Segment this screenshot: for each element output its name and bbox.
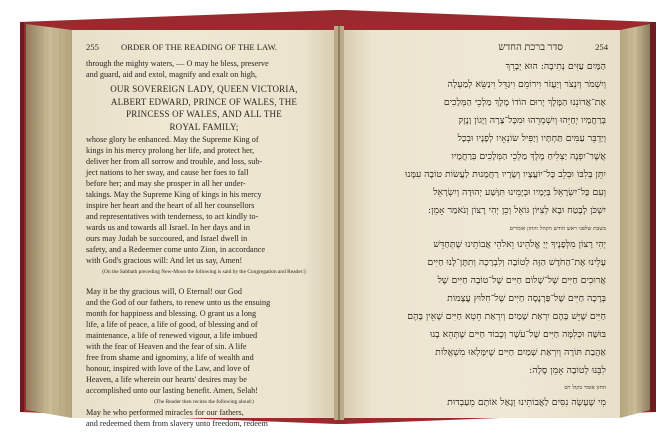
left-final-paragraph (86, 407, 322, 429)
text-line: ject nations to her sway, and cause her foes to fall (86, 168, 249, 177)
text-line: kings in his mercy prolong her life, and protect her, (86, 146, 255, 155)
left-rubric-1: (On the Sabbath preceding New-Moon the following is said by the Congregation and Reader:) (102, 269, 306, 275)
text-line: and representatives with tenderness, to act kindly to- (86, 212, 259, 221)
left-page-number: 255 (86, 42, 99, 52)
right-final-paragraph (354, 394, 606, 412)
left-prayer-paragraph (86, 286, 322, 396)
text-line: inspire her heart and the heart of all her counsellors (86, 201, 255, 210)
text-line: יְהִי רָצוֹן מִלְּפָנֶיךָ יְיָ אֱלֹהֵינוּ וֵאלֹהֵי אֲבוֹתֵינוּ שֶׁתְּחַדֵּשׁ (433, 239, 606, 250)
text-line: honour, inspired with love of the Law, and love of (86, 364, 250, 373)
text-line: wards us and towards all Israel. In her days and in (86, 223, 250, 232)
left-opening-lines (86, 58, 322, 80)
text-line: בְּרַחֲמָיו יְחַיֵּהוּ וְיִשְׁמְרֵהוּ וּמִכָּל־צָרָה וְיָגוֹן וָנֶזֶק (458, 115, 606, 126)
text-line: אַהֲבַת תּוֹרָה וְיִרְאַת שָׁמַיִם חַיִּים שֶׁיִּמָּלְאוּ מִשְׁאֲלוֹת (435, 347, 606, 358)
text-line: אֲרוּכִים חַיִּים שֶׁל־שָׁלוֹם חַיִּים שֶׁל־טוֹבָה חַיִּים שֶׁל (437, 275, 606, 286)
right-page-number: 254 (595, 42, 608, 52)
right-prayer-paragraph (354, 236, 606, 380)
text-line: accomplished unto our lasting benefit. Amen, Selah! (86, 386, 258, 395)
left-rubric-2: (The Reader then recites the following aloud:) (154, 399, 254, 405)
right-page-header (364, 42, 608, 53)
text-line: OUR SOVEREIGN LADY, QUEEN VICTORIA, (110, 84, 298, 94)
right-page (344, 30, 620, 418)
text-line: and guard, aid and extol, magnify and exalt on high, (86, 70, 257, 79)
text-line: takings. May the Supreme King of kings in his mercy (86, 190, 262, 199)
text-line: through the mighty waters, — O may he bless, preserve (86, 59, 269, 68)
text-line: with the fear of Heaven and the fear of sin. A life (86, 342, 247, 351)
right-rubric-2: החזן אומר בקול רם (564, 385, 606, 391)
text-line: אֲשֶׁר־יִפְנֶה יַצְלִיחַ מֶלֶךְ מַלְכֵי הַמְּלָכִים בְּרַחֲמָיו (451, 151, 606, 162)
right-body-paragraph (354, 58, 606, 220)
right-page-edges (620, 24, 650, 418)
text-line: בּוּשָׁה וּכְלִמָּה חַיִּים שֶׁל־עֹשֶׁר וְכָבוֹד חַיִּים שֶׁתְּהֵא בָנוּ (429, 329, 606, 340)
text-line: ROYAL FAMILY; (169, 121, 239, 132)
text-line: maintenance, a life of renewed vigour, a life imbued (86, 331, 258, 340)
royal-family-block (86, 83, 322, 133)
left-page-header (86, 42, 322, 52)
text-line: וְיִשְׁמֹר וְיִנְצֹר וְיַעֲזֹר וִירוֹמֵם וִיגַדֵּל וִינַשֵּׂא לְמַעְלָה (447, 79, 606, 90)
text-line: ALBERT EDWARD, PRINCE OF WALES, THE (110, 96, 298, 107)
left-page-edges (26, 24, 72, 418)
text-line: וְעִם כָּל־יִשְׂרָאֵל בְּיָמָיו וּבְיָמֵינוּ תִּוָּשַׁע יְהוּדָה וְיִשְׂרָאֵל (433, 187, 606, 198)
text-line: יִשְׁכֹּן לָבֶטַח וּבָא לְצִיּוֹן גּוֹאֵל וְכֵן יְהִי רָצוֹן וְנֹאמַר אָמֵן: (427, 205, 606, 216)
text-line: PRINCESS OF WALES, AND ALL THE (126, 109, 282, 119)
text-line: May he who performed miracles for our fathers, (86, 408, 244, 417)
text-line: safety, and a Redeemer come unto Zion, in accordance (86, 245, 266, 254)
text-line: Heaven, a life wherein our hearts' desires may be (86, 375, 247, 384)
text-line: free from shame and ignominy, a life of wealth and (86, 353, 254, 362)
text-line: לִבֵּנוּ לְטוֹבָה אָמֵן סֶלָה: (529, 365, 606, 376)
right-rubric-1: בשבת שלפני ראש חודש הקהל והחזן אומרים (509, 226, 606, 232)
text-line: עָלֵינוּ אֶת־הַחֹדֶשׁ הַזֶּה לְטוֹבָה וְלִבְרָכָה וְתִתֶּן־לָנוּ חַיִּים (427, 257, 606, 268)
text-line: deliver her from all sorrow and trouble, and loss, sub- (86, 157, 263, 166)
text-line: month for happiness and blessing. O grant us a long (86, 309, 257, 318)
text-line: ours may Judah be succoured, and Israel dwell in (86, 234, 248, 243)
text-line: and redeemed them from slavery unto freedom, redeem (86, 419, 268, 428)
right-running-head: סדר ברכת החדש (498, 42, 563, 53)
text-line: חַיִּים שֶׁיֵּשׁ בָּהֶם יִרְאַת שָׁמַיִם וְיִרְאַת חֵטְא חַיִּים שֶׁאֵין בָּהֶם (407, 311, 606, 322)
text-line: before her; and may she prosper in all her under- (86, 179, 246, 188)
text-line: and the God of our fathers, to renew unto us the ensuing (86, 298, 271, 307)
left-body-paragraph (86, 134, 322, 266)
text-line: May it be thy gracious will, O Eternal! our God (86, 287, 242, 296)
text-line: יִתֵּן בְּלִבּוֹ וּבְלֵב כָּל־יוֹעֲצָיו וְשָׂרָיו רַחֲמָנוּת לַעֲשׂוֹת טוֹבָה עִמָּנוּ (405, 169, 606, 180)
left-page (72, 30, 334, 428)
text-line: life, a life of peace, a life of good, of blessing and of (86, 320, 258, 329)
left-running-head: ORDER OF THE READING OF THE LAW. (121, 42, 278, 52)
text-line: אֶת־אֲדוֹנֵנוּ הַמֶּלֶךְ יָרוּם הוֹדוֹ מֶלֶךְ מַלְכֵי הַמְּלָכִים (443, 97, 606, 108)
text-line: whose glory be enhanced. May the Supreme King of (86, 135, 259, 144)
text-line: with God's gracious will: And let us say, Amen! (86, 256, 243, 265)
text-line: מִי שֶׁעָשָׂה נִסִּים לַאֲבוֹתֵינוּ וְגָאַל אוֹתָם מֵעַבְדוּת (447, 397, 606, 408)
text-line: הַמָּיִם עַזִּים נְתִיבָה: הוּא יְבָרֵךְ (505, 61, 606, 72)
text-line: בְּרָכָה חַיִּים שֶׁל־פַּרְנָסָה חַיִּים שֶׁל־חִלּוּץ עֲצָמוֹת (447, 293, 606, 304)
text-line: וְיַדְבֵּר עַמִּים תַּחְתָּיו וְיַפִּיל שׂוֹנְאָיו לְפָנָיו וּבְכָל (457, 133, 606, 144)
